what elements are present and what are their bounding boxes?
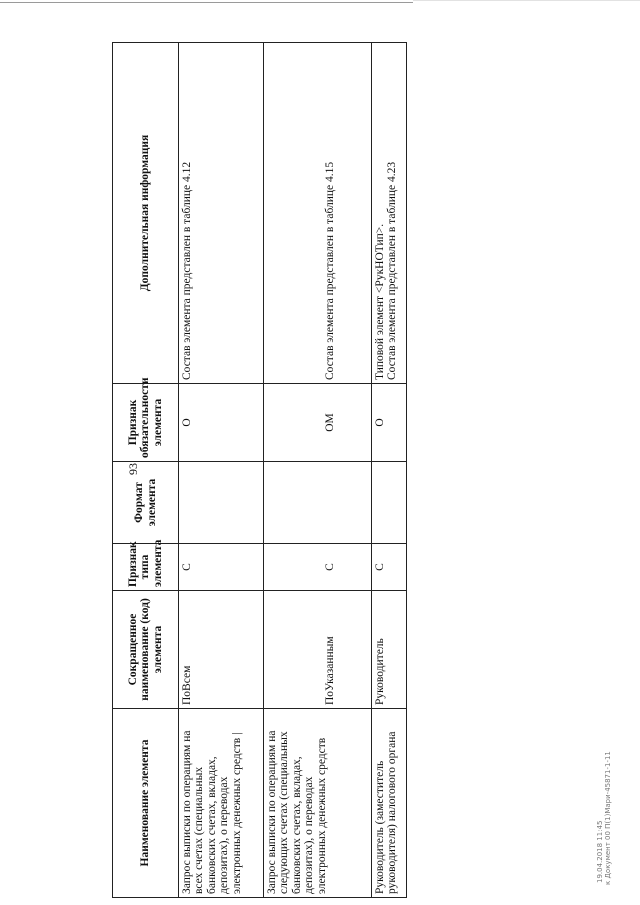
header-required: Признак обязательности элемента [113,384,179,462]
scan-stamp-line-2: к Документ 00 П(1)Мари-45871-1-11 [604,751,612,885]
cell-code: ПоВсем [179,591,264,709]
elements-table [112,42,407,898]
header-name: Наименование элемента [113,709,179,898]
scan-stamp-line-1: 19.04.2018 11:45 [596,820,604,883]
cell-info-line: Состав элемента представлен в таблице 4.23 [386,161,399,380]
header-code: Сокращенное наименование (код) элемента [113,591,179,709]
header-info: Дополнительная информация [113,43,179,384]
cell-required: О [372,384,407,462]
table-row [264,43,372,898]
cell-name: Запрос выписки по операциям на всех счетах (специальных банковских счетах, вкладах, депозитах), о переводах электронных денежных средств | [179,709,264,898]
table-rotated-container [112,43,399,898]
cell-code: ПоУказанным [264,591,372,709]
cell-type: С [179,544,264,591]
cell-info [179,43,264,384]
top-rule [0,2,413,3]
cell-type: С [264,544,372,591]
table-row [179,43,264,898]
cell-format [179,462,264,544]
cell-format [372,462,407,544]
cell-name: Запрос выписки по операциям на следующих счетах (специальных банковских счетах, вкладах, депозитах), о переводах электронных денежных средств [264,709,372,898]
page-number: 93 [126,463,140,475]
header-format: Формат элемента [113,462,179,544]
cell-required: О [179,384,264,462]
cell-code: Руководитель [372,591,407,709]
cell-info [372,43,407,384]
cell-info-line: Состав элемента представлен в таблице 4.15 [324,161,336,380]
cell-info-line: Состав элемента представлен в таблице 4.12 [181,161,193,380]
table-header-row [113,43,179,898]
table-row [372,43,407,898]
cell-info [264,43,372,384]
cell-type: С [372,544,407,591]
top-rule-faint [413,0,640,1]
cell-required: ОМ [264,384,372,462]
header-type: Признак типа элемента [113,544,179,591]
cell-info-line: Типовой элемент <РукНОТип>. [374,223,386,380]
cell-format [264,462,372,544]
cell-name: Руководитель (заместитель руководителя) налогового органа [372,709,407,898]
